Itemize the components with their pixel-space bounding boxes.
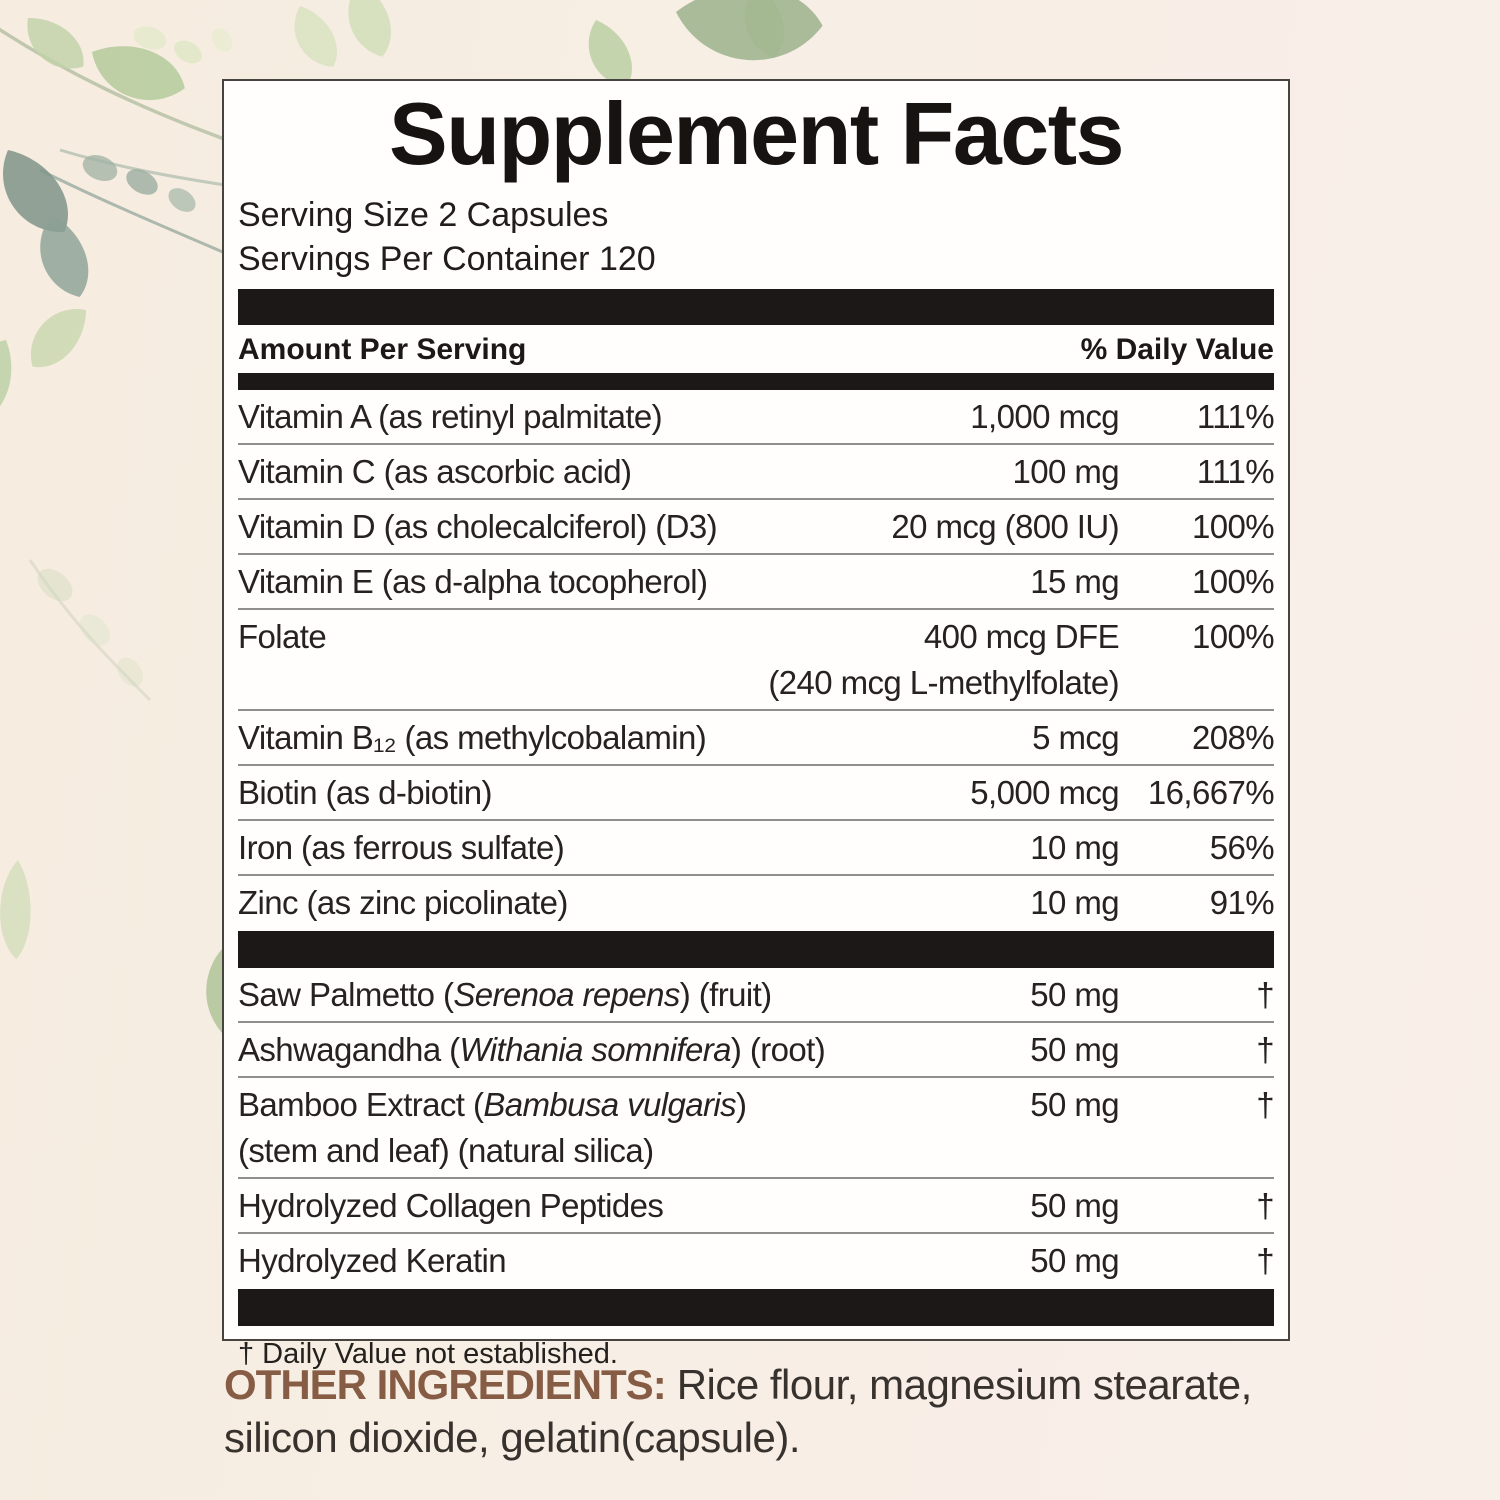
divider-bar-header — [238, 373, 1274, 390]
botanical-amount: 50 mg — [1030, 1086, 1119, 1123]
table-row-hydrolyzed-keratin — [238, 1234, 1274, 1287]
amount-per-serving-header: Amount Per Serving — [238, 333, 527, 366]
table-row-iron — [238, 821, 1274, 876]
nutrient-name: Vitamin A (as retinyl palmitate) — [238, 398, 663, 435]
nutrient-amount: 10 mg — [1030, 829, 1119, 866]
table-row-vitamin-e — [238, 555, 1274, 610]
botanical-daily-value: † — [1256, 1086, 1274, 1123]
daily-value-header: % Daily Value — [1080, 333, 1274, 366]
botanical-name: Hydrolyzed Collagen Peptides — [238, 1187, 664, 1224]
botanical-amount: 50 mg — [1030, 976, 1119, 1013]
nutrient-amount: 5 mcg — [1032, 719, 1119, 756]
nutrient-daily-value: 208% — [1191, 719, 1274, 756]
table-row-vitamin-b12 — [238, 711, 1274, 766]
table-row-ashwagandha — [238, 1023, 1274, 1078]
botanical-daily-value: † — [1256, 1242, 1274, 1279]
nutrient-name: Vitamin D (as cholecalciferol) (D3) — [238, 508, 718, 545]
nutrient-name: Vitamin B₁₂ (as methylcobalamin) — [238, 719, 707, 756]
table-row-saw-palmetto — [238, 968, 1274, 1023]
botanical-name: Bamboo Extract (Bambusa vulgaris) — [238, 1086, 747, 1123]
nutrient-amount: 10 mg — [1030, 884, 1119, 921]
nutrient-daily-value: 100% — [1191, 563, 1274, 600]
botanical-amount: 50 mg — [1030, 1031, 1119, 1068]
nutrient-daily-value: 111% — [1196, 453, 1274, 490]
divider-bar-bottom — [238, 1289, 1274, 1326]
divider-bar-top — [238, 289, 1274, 325]
leaf-cluster-left-faint — [30, 560, 150, 700]
nutrient-daily-value: 56% — [1209, 829, 1274, 866]
supplement-facts-panel — [222, 79, 1290, 1370]
nutrient-amount: 100 mg — [1012, 453, 1119, 490]
botanical-amount: 50 mg — [1030, 1242, 1119, 1279]
nutrient-table — [238, 390, 1274, 929]
botanical-name: Ashwagandha (Withania somnifera) (root) — [238, 1031, 826, 1068]
table-row-vitamin-d — [238, 500, 1274, 555]
serving-size: Serving Size 2 Capsules — [238, 196, 609, 234]
table-row-vitamin-c — [238, 445, 1274, 500]
panel-title: Supplement Facts — [389, 84, 1123, 183]
divider-bar-middle — [238, 931, 1274, 968]
nutrient-name: Vitamin C (as ascorbic acid) — [238, 453, 632, 490]
other-ingredients-text: Rice flour, magnesium stearate, silicon dioxide, gelatin(capsule). — [224, 1361, 1252, 1461]
botanical-name-detail: (stem and leaf) (natural silica) — [238, 1132, 654, 1169]
other-ingredients-label: OTHER INGREDIENTS: — [224, 1361, 666, 1408]
nutrient-name: Zinc (as zinc picolinate) — [238, 884, 568, 921]
table-row-folate — [238, 610, 1274, 711]
nutrient-daily-value: 100% — [1191, 618, 1274, 655]
nutrient-amount-detail: (240 mcg L-methylfolate) — [768, 664, 1119, 701]
nutrient-name: Folate — [238, 618, 327, 655]
botanical-table — [238, 968, 1274, 1287]
nutrient-daily-value: 100% — [1191, 508, 1274, 545]
nutrient-name: Vitamin E (as d-alpha tocopherol) — [238, 563, 708, 600]
nutrient-amount: 1,000 mcg — [970, 398, 1119, 435]
botanical-name: Hydrolyzed Keratin — [238, 1242, 506, 1279]
table-row-vitamin-a — [238, 390, 1274, 445]
nutrient-daily-value: 91% — [1209, 884, 1274, 921]
nutrient-amount: 15 mg — [1030, 563, 1119, 600]
nutrient-name: Biotin (as d-biotin) — [238, 774, 492, 811]
other-ingredients — [224, 1358, 1296, 1464]
botanical-name: Saw Palmetto (Serenoa repens) (fruit) — [238, 976, 772, 1013]
daily-value-footnote: † Daily Value not established. — [238, 1338, 618, 1370]
servings-per-container: Servings Per Container 120 — [238, 240, 656, 278]
nutrient-amount: 5,000 mcg — [970, 774, 1119, 811]
table-row-biotin — [238, 766, 1274, 821]
nutrient-amount: 400 mcg DFE — [923, 618, 1119, 655]
botanical-daily-value: † — [1256, 1031, 1274, 1068]
botanical-daily-value: † — [1256, 976, 1274, 1013]
nutrient-name: Iron (as ferrous sulfate) — [238, 829, 565, 866]
nutrient-daily-value: 16,667% — [1147, 774, 1274, 811]
table-header — [238, 325, 1274, 373]
nutrient-amount: 20 mcg (800 IU) — [891, 508, 1119, 545]
table-row-bamboo-extract — [238, 1078, 1274, 1179]
botanical-amount: 50 mg — [1030, 1187, 1119, 1224]
nutrient-daily-value: 111% — [1196, 398, 1274, 435]
botanical-daily-value: † — [1256, 1187, 1274, 1224]
serving-info — [238, 193, 1274, 281]
table-row-hydrolyzed-collagen — [238, 1179, 1274, 1234]
table-row-zinc — [238, 876, 1274, 929]
